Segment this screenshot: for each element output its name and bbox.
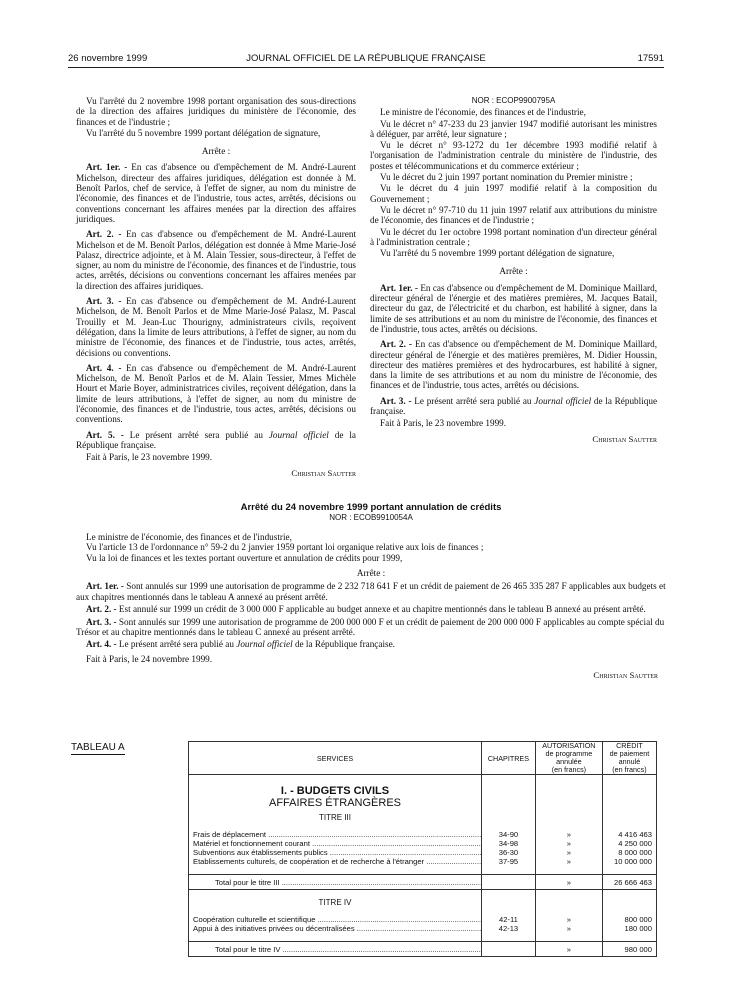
total-row <box>189 942 657 957</box>
row-autorisation: » <box>535 857 602 866</box>
row-chapitre: 42-13 <box>482 924 536 933</box>
row-chapitre: 34-90 <box>482 830 536 839</box>
article-3 <box>76 617 666 638</box>
vu-paragraph: Vu l'arrêté du 2 novembre 1998 portant organisation des sous-directions de la direction des affaires juridiques du ministère de l'économie, des finances et de l'industrie ; <box>76 96 356 127</box>
vu-paragraph: Vu le décret du 4 juin 1997 modifié relatif à la composition du Gouvernement ; <box>370 183 657 204</box>
article-label: Art. 3. - <box>380 395 412 406</box>
nor-reference: NOR : ECOP9900795A <box>471 96 556 105</box>
table-row <box>189 924 657 933</box>
titre-heading: TITRE III <box>189 813 482 822</box>
total-credit: 980 000 <box>602 942 656 957</box>
article-label: Art. 1er. - <box>86 162 128 173</box>
row-label: Frais de déplacement ..... <box>193 830 482 839</box>
article-text: de la République française. <box>294 639 395 650</box>
article-2 <box>76 229 356 291</box>
article-3 <box>76 296 356 358</box>
header-line: annulée <box>556 757 582 766</box>
article-3 <box>370 396 657 417</box>
article-text: Sont annulés sur 1999 une autorisation de programme de 2 232 718 641 F et un crédit de paiement de 26 465 335 287 F applicables aux budgets et aux chapitres mentionnés dans le tableau A annexé au présent arrêté. <box>76 581 666 602</box>
signature: Christian Sautter <box>592 433 657 444</box>
vu-paragraph: Vu le décret n° 93-1272 du 1er décembre 1993 modifié relatif à l'organisation de l'administration centrale du ministère de l'industrie, des postes et télécommunications et du commerce extérieur ; <box>370 140 657 171</box>
vu-paragraph: Vu l'article 13 de l'ordonnance n° 59-2 du 2 janvier 1959 portant loi organique relative aux lois de finances ; <box>86 542 484 553</box>
tableau-a-label: TABLEAU A <box>71 742 125 753</box>
article-label: Art. 3. - <box>86 296 122 307</box>
arrete-heading: Arrête : <box>356 568 386 579</box>
row-label: Coopération culturelle et scientifique ..... <box>193 915 482 924</box>
arrete-heading: Arrête : <box>499 266 528 277</box>
article-text: Sont annulés sur 1999 une autorisation de programme de 200 000 000 F et un crédit de paiement de 200 000 000 F applicables au compte spécial du Trésor et au chapitre mentionnés dans le tableau C annexé au présent arrêté. <box>76 616 665 638</box>
total-label: Total pour le titre III ..... <box>215 878 482 887</box>
article-text: de la République française. <box>76 429 357 450</box>
preamble-paragraph: Le ministre de l'économie, des finances et de l'industrie, <box>86 531 292 542</box>
header-page-number: 17591 <box>637 53 664 64</box>
header-line: (en francs) <box>612 765 647 774</box>
col-header-services: SERVICES <box>189 742 482 775</box>
article-text: Est annulé sur 1999 un crédit de 3 000 000 F applicable au budget annexe et au chapitre mentionnés dans le tableau B annexé au présent arrêté. <box>118 604 646 615</box>
article-text: En cas d'absence ou d'empêchement de M. André-Laurent Michelson, de M. Benoît Parlos et de M. Alain Tessier, Mmes Michèle Hourt et Marie Boyer, administratrices civiles, reçoivent délégation, dans la limite de leurs attributions, à l'effet de signer, au nom du ministre de l'économie, des finances et de l'industrie, tous actes, arrêtés, décisions ou conventions. <box>76 362 356 425</box>
total-autorisation: » <box>535 875 602 890</box>
table-row <box>189 848 657 857</box>
article-2 <box>370 339 657 390</box>
col-header-chapitres: CHAPITRES <box>482 742 536 775</box>
nor-reference: NOR : ECOB9910054A <box>329 513 413 523</box>
total-label: Total pour le titre IV ..... <box>215 945 482 954</box>
article-label: Art. 4. - <box>86 639 117 650</box>
right-column <box>370 96 657 445</box>
article-text: Le présent arrêté sera publié au <box>414 395 532 406</box>
row-chapitre: 36-30 <box>482 848 536 857</box>
page-header <box>68 53 664 67</box>
row-credit: 800 000 <box>602 915 656 924</box>
article-text: Le présent arrêté sera publié au <box>118 639 234 650</box>
vu-paragraph: Vu l'arrêté du 5 novembre 1999 portant délégation de signature, <box>380 248 615 259</box>
row-label: Appui à des initiatives privées ou décentralisées ..... <box>193 924 482 933</box>
article-1 <box>76 581 666 602</box>
article-label: Art. 5. - <box>86 429 124 440</box>
vu-paragraph: Vu la loi de finances et les textes portant ouverture et annulation de crédits pour 1999, <box>86 552 403 563</box>
journal-officiel-ref: Journal officiel <box>534 395 592 406</box>
arrete-title: Arrêté du 24 novembre 1999 portant annulation de crédits <box>240 502 502 513</box>
table-row <box>189 857 657 866</box>
row-autorisation: » <box>535 848 602 857</box>
article-text: de la République française. <box>370 395 658 417</box>
article-text: Le présent arrêté sera publié au <box>129 429 263 440</box>
row-autorisation: » <box>535 830 602 839</box>
vu-paragraph: Vu le décret n° 47-233 du 23 janvier 1947 modifié autorisant les ministres à déléguer, par arrêté, leur signature ; <box>370 118 657 139</box>
row-credit: 10 000 000 <box>602 857 656 866</box>
article-label: Art. 2. - <box>86 229 122 240</box>
tableau-a-table <box>188 741 657 957</box>
article-1 <box>370 283 657 334</box>
header-line: AUTORISATION <box>542 741 596 750</box>
subsection-heading: AFFAIRES ÉTRANGÈRES <box>189 797 482 813</box>
vu-paragraph: Vu le décret du 1er octobre 1998 portant nomination d'un directeur général à l'administration centrale ; <box>370 226 657 247</box>
row-autorisation: » <box>535 839 602 848</box>
total-credit: 26 666 463 <box>602 875 656 890</box>
row-autorisation: » <box>535 924 602 933</box>
section-heading: I. - BUDGETS CIVILS <box>189 783 482 797</box>
row-credit: 180 000 <box>602 924 656 933</box>
arrete-24-novembre <box>76 503 666 681</box>
total-autorisation: » <box>535 942 602 957</box>
vu-paragraph: Vu le décret du 2 juin 1997 portant nomination du Premier ministre ; <box>380 172 633 183</box>
row-label: Matériel et fonctionnement courant ..... <box>193 839 482 848</box>
row-credit: 4 250 000 <box>602 839 656 848</box>
header-line: de programme <box>545 749 593 758</box>
article-label: Art. 1er. - <box>86 581 124 592</box>
left-column <box>76 96 356 479</box>
signature: Christian Sautter <box>593 670 658 681</box>
done-at: Fait à Paris, le 24 novembre 1999. <box>86 653 213 664</box>
article-text: En cas d'absence ou d'empêchement de M. André-Laurent Michelson et de M. Benoît Parlos, délégation est donnée à Mme Marie-José Palasz, directrice adjointe, et à M. Alain Tessier, sous-directeur, à l'effet de signer, au nom du ministre de l'économie, des finances et de l'industrie, tous actes, arrêtés, décisions ou conventions concernant les affaires menées par la direction des affaires juridiques. <box>76 229 356 291</box>
article-4 <box>76 639 666 649</box>
header-line: de paiement <box>609 749 650 758</box>
arrete-heading: Arrête : <box>201 146 231 157</box>
table-row <box>189 915 657 924</box>
table-row <box>189 839 657 848</box>
article-text: En cas d'absence ou d'empêchement de M. Dominique Maillard, directeur général de l'énergie et des matières premières, M. Jacques Batail, directeur du gaz, de l'électricité et du charbon, est habilité à signer, dans la limite de ses attributions et au nom du ministre de l'économie, des finances et de l'industrie, tous actes, arrêtés ou décisions. <box>370 282 658 334</box>
row-chapitre: 34-98 <box>482 839 536 848</box>
header-line: annulé <box>618 757 641 766</box>
table-header-row <box>189 742 657 775</box>
article-label: Art. 2. - <box>380 339 412 350</box>
article-label: Art. 4. - <box>86 362 122 373</box>
row-credit: 4 416 463 <box>602 830 656 839</box>
row-credit: 8 000 000 <box>602 848 656 857</box>
signature: Christian Sautter <box>291 467 356 478</box>
journal-officiel-ref: Journal officiel <box>268 429 329 440</box>
row-autorisation: » <box>535 915 602 924</box>
vu-paragraph: Vu le décret n° 97-710 du 11 juin 1997 relatif aux attributions du ministre de l'économie, des finances et de l'industrie ; <box>370 204 657 226</box>
done-at: Fait à Paris, le 23 novembre 1999. <box>86 452 213 463</box>
article-label: Art. 1er. - <box>380 282 418 293</box>
header-line: CRÉDIT <box>616 741 643 750</box>
article-text: En cas d'absence ou d'empêchement de M. André-Laurent Michelson, directeur des affaires juridiques, délégation est donnée à M. Benoît Parlos, chef de service, à l'effet de signer, au nom du ministre de l'économie, des finances et de l'industrie, tous actes, arrêtés, décisions ou conventions concernant les affaires menées par la direction des affaires juridiques. <box>76 162 356 224</box>
article-text: En cas d'absence ou d'empêchement de M. Dominique Maillard, directeur général de l'énergie et des matières premières, M. Didier Houssin, directeur des matières premières et des hydrocarbures, est habilité à signer, dans la limite de ses attributions et au nom du ministre de l'économie, des finances et de l'industrie, tous actes, arrêtés ou décisions. <box>370 339 658 391</box>
col-header-autorisation <box>535 742 602 775</box>
table-row <box>189 830 657 839</box>
total-row <box>189 875 657 890</box>
row-label: Etablissements culturels, de coopération et de recherche à l'étranger ..... <box>193 857 482 866</box>
header-line: (en francs) <box>551 765 587 774</box>
row-chapitre: 37-95 <box>482 857 536 866</box>
article-1 <box>76 162 356 224</box>
article-2 <box>76 604 666 614</box>
preamble-paragraph: Le ministre de l'économie, des finances et de l'industrie, <box>380 107 586 118</box>
article-label: Art. 2. - <box>86 604 117 615</box>
vu-paragraph: Vu l'arrêté du 5 novembre 1999 portant délégation de signature, <box>86 127 321 138</box>
col-header-credit <box>602 742 656 775</box>
article-4 <box>76 363 356 425</box>
article-label: Art. 3. - <box>86 616 117 627</box>
article-5 <box>76 430 356 451</box>
titre-heading: TITRE IV <box>189 898 482 907</box>
done-at: Fait à Paris, le 23 novembre 1999. <box>380 418 507 429</box>
row-label: Subventions aux établissements publics ..... <box>193 848 482 857</box>
header-date: 26 novembre 1999 <box>68 53 148 64</box>
article-text: En cas d'absence ou d'empêchement de M. André-Laurent Michelson, de M. Benoît Parlos et de Mme Marie-José Palasz, M. Pascal Trouilly et M. Jean-Luc Thourigny, administrateurs civils, reçoivent délégation, dans la limite de leurs attributions, à l'effet de signer, au nom du ministre de l'économie, des finances et de l'industrie, tous actes, arrêtés, décisions ou conventions. <box>76 296 356 358</box>
header-journal-title: JOURNAL OFFICIEL DE LA RÉPUBLIQUE FRANÇAISE <box>246 53 486 64</box>
row-chapitre: 42-11 <box>482 915 536 924</box>
journal-officiel-ref: Journal officiel <box>236 639 293 650</box>
header-rule <box>68 67 664 68</box>
